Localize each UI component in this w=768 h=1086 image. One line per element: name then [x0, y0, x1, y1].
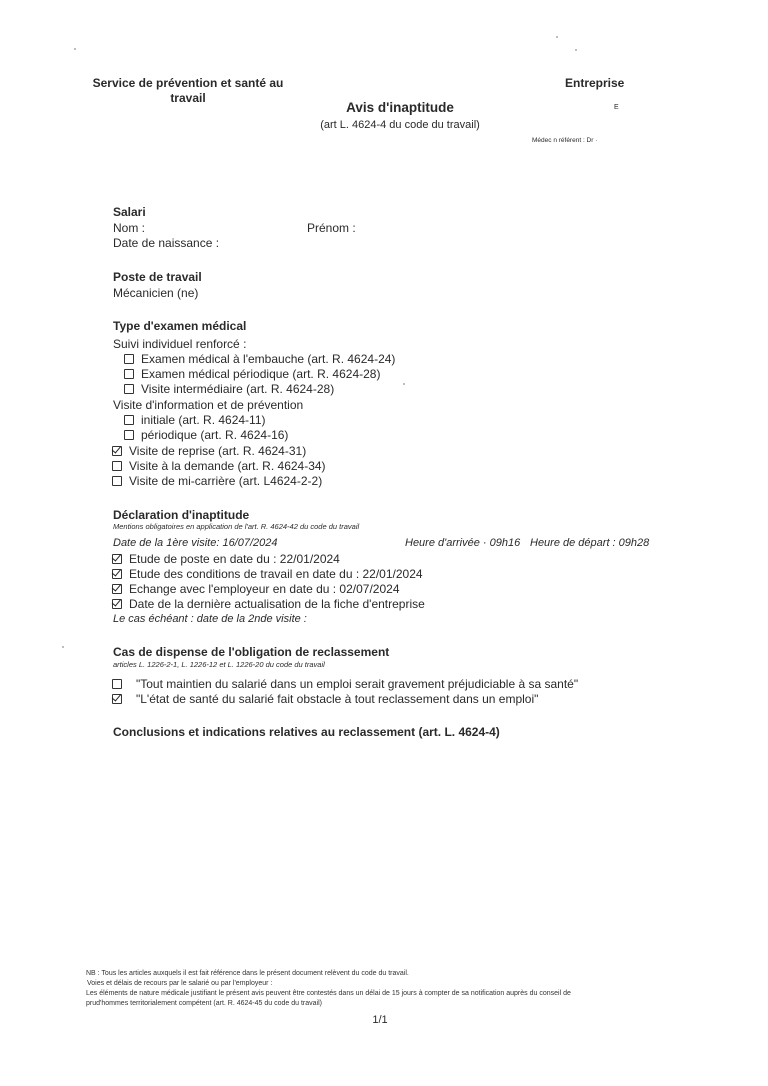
checkbox-row[interactable]	[112, 582, 400, 596]
naissance-label: Date de naissance :	[113, 236, 220, 250]
checkbox-label: Visite de mi-carrière (art. L4624-2-2)	[129, 474, 323, 488]
scan-speck	[556, 36, 558, 38]
checkbox-label: Examen médical périodique (art. R. 4624-28)	[141, 367, 381, 381]
checkbox-row[interactable]	[124, 428, 288, 442]
checkbox-icon[interactable]	[124, 369, 134, 379]
scan-speck	[575, 49, 577, 51]
checkbox-icon[interactable]	[124, 430, 134, 440]
checkbox-label: "L'état de santé du salarié fait obstacle à tout reclassement dans un emploi"	[136, 692, 539, 706]
checkbox-row[interactable]	[112, 552, 340, 566]
checkbox-label: Visite à la demande (art. R. 4624-34)	[129, 459, 326, 473]
info-label: Visite d'information et de prévention	[113, 398, 304, 412]
checkbox-label: "Tout maintien du salarié dans un emploi serait gravement préjudiciable à sa santé"	[136, 677, 579, 691]
checkbox-row[interactable]	[124, 352, 395, 366]
document-subtitle: (art L. 4624-4 du code du travail)	[320, 119, 480, 131]
checkbox-icon[interactable]	[112, 461, 122, 471]
poste-value: Mécanicien (ne)	[113, 286, 199, 300]
document-title: Avis d'inaptitude	[346, 100, 454, 115]
checkbox-label: Echange avec l'employeur en date du : 02/07/2024	[129, 582, 400, 596]
checkbox-checked-icon[interactable]	[112, 446, 122, 456]
checkbox-label: Visite de reprise (art. R. 4624-31)	[129, 444, 307, 458]
dispense-articles: articles L. 1226-2-1, L. 1226-12 et L. 1226-20 du code du travail	[113, 660, 325, 669]
checkbox-label: périodique (art. R. 4624-16)	[141, 428, 289, 442]
checkbox-checked-icon[interactable]	[112, 554, 122, 564]
departure-time: Heure de départ : 09h28	[530, 537, 650, 549]
checkbox-checked-icon[interactable]	[112, 694, 122, 704]
checkbox-icon[interactable]	[112, 679, 122, 689]
checkbox-checked-icon[interactable]	[112, 569, 122, 579]
checkbox-label: Etude de poste en date du : 22/01/2024	[129, 552, 340, 566]
footnote-2: Voies et délais de recours par le salarié ou par l'employeur :	[87, 980, 273, 987]
scan-speck	[74, 48, 76, 50]
checkbox-row[interactable]	[124, 413, 266, 427]
salarie-heading: Salari	[113, 205, 146, 219]
nom-label: Nom :	[113, 221, 146, 235]
checkbox-label: Date de la dernière actualisation de la fiche d'entreprise	[129, 597, 425, 611]
arrival-time: Heure d'arrivée · 09h16	[405, 537, 521, 549]
checkbox-row[interactable]	[112, 597, 425, 611]
scan-speck	[403, 383, 405, 385]
checkbox-label: Visite intermédiaire (art. R. 4624-28)	[141, 382, 335, 396]
medecin-referent: Médec n référent : Dr ·	[532, 137, 598, 144]
checkbox-row[interactable]	[112, 459, 326, 473]
checkbox-row[interactable]	[112, 474, 322, 488]
checkbox-row[interactable]	[112, 677, 578, 691]
second-visit: Le cas échéant : date de la 2nde visite :	[113, 613, 307, 625]
checkbox-row[interactable]	[112, 444, 306, 458]
conclusions-heading: Conclusions et indications relatives au reclassement (art. L. 4624-4)	[113, 725, 500, 739]
declaration-heading: Déclaration d'inaptitude	[113, 508, 250, 522]
checkbox-row[interactable]	[112, 692, 538, 706]
checkbox-label: Examen médical à l'embauche (art. R. 4624-24)	[141, 352, 396, 366]
declaration-mentions: Mentions obligatoires en application de l'art. R. 4624-42 du code du travail	[113, 522, 360, 531]
checkbox-row[interactable]	[124, 382, 334, 396]
page-number: 1/1	[372, 1014, 388, 1026]
entreprise-label: Entreprise	[565, 76, 625, 90]
checkbox-icon[interactable]	[112, 476, 122, 486]
checkbox-label: initiale (art. R. 4624-11)	[141, 413, 266, 427]
checkbox-icon[interactable]	[124, 384, 134, 394]
footnote-1: NB : Tous les articles auxquels il est fait référence dans le présent document relèvent du code du travail.	[86, 970, 409, 977]
suivi-label: Suivi individuel renforcé :	[113, 337, 247, 351]
prenom-label: Prénom :	[307, 221, 356, 235]
checkbox-row[interactable]	[124, 367, 380, 381]
checkbox-label: Etude des conditions de travail en date du : 22/01/2024	[129, 567, 423, 581]
checkbox-checked-icon[interactable]	[112, 599, 122, 609]
checkbox-checked-icon[interactable]	[112, 584, 122, 594]
scan-speck	[62, 646, 64, 648]
examen-heading: Type d'examen médical	[113, 319, 247, 333]
footnote-4: prud'hommes territorialement compétent (art. R. 4624-45 du code du travail)	[86, 1000, 322, 1007]
dispense-heading: Cas de dispense de l'obligation de reclassement	[113, 645, 390, 659]
service-name: Service de prévention et santé au travail	[92, 76, 284, 105]
entreprise-mark: E	[614, 104, 619, 111]
checkbox-icon[interactable]	[124, 415, 134, 425]
footnote-3: Les éléments de nature médicale justifiant le présent avis peuvent être contestés dans un délai de 15 jours à compter de sa notification auprès du conseil de	[86, 990, 571, 997]
checkbox-row[interactable]	[112, 567, 423, 581]
checkbox-icon[interactable]	[124, 354, 134, 364]
poste-heading: Poste de travail	[113, 270, 202, 284]
first-visit-date: Date de la 1ère visite: 16/07/2024	[113, 537, 278, 549]
